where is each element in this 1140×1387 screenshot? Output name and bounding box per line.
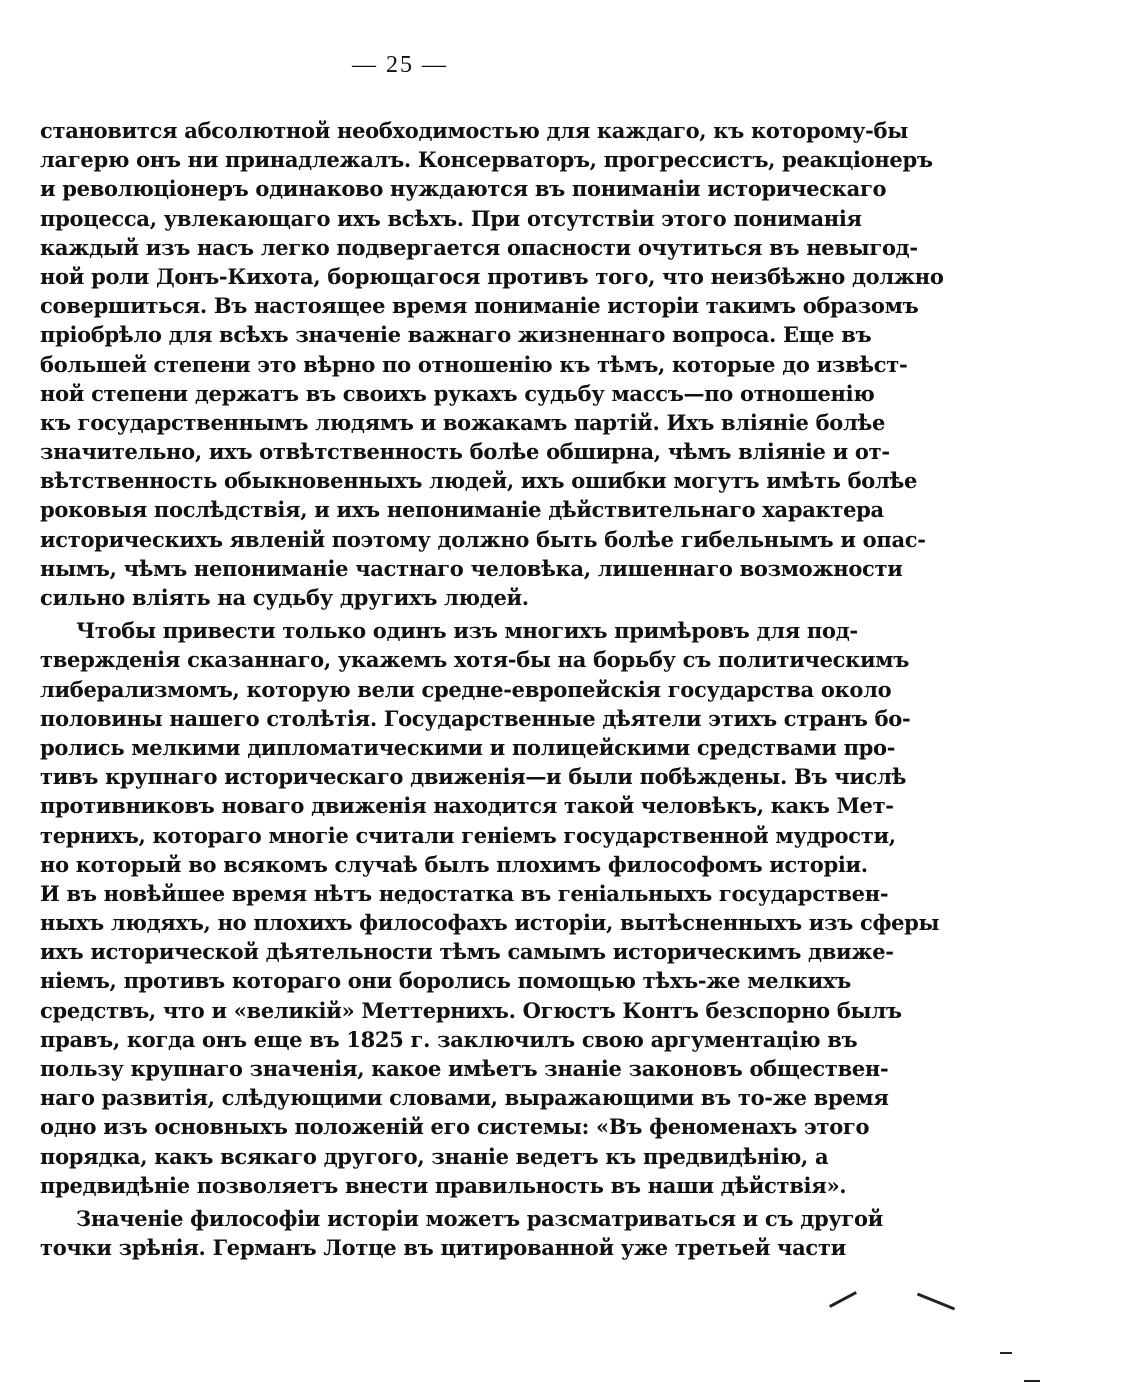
text-line: къ государственнымъ людямъ и вожакамъ партій. Ихъ вліяніе болѣе xyxy=(40,409,886,435)
text-line: становится абсолютной необходимостью для каждаго, къ которому-бы xyxy=(40,118,909,143)
text-line: предвидѣніе позволяетъ внести правильность въ наши дѣйствія». xyxy=(40,1172,847,1198)
text-line: тернихъ, котораго многіе считали геніемъ государственной мудрости, xyxy=(40,822,896,848)
text-line: правъ, когда онъ еще въ 1825 г. заключилъ свою аргументацію въ xyxy=(40,1026,858,1052)
text-line: половины нашего столѣтія. Государственные дѣятели этихъ странъ бо- xyxy=(40,705,911,731)
text-line: ролись мелкими дипломатическими и полицейскими средствами про- xyxy=(40,734,896,760)
text-line: Чтобы привести только одинъ изъ многихъ примѣровъ для под- xyxy=(76,618,858,644)
text-line: средствъ, что и «великій» Меттернихъ. Огюстъ Контъ безспорно былъ xyxy=(40,997,902,1023)
text-line: порядка, какъ всякаго другого, знаніе ведетъ къ предвидѣнію, а xyxy=(40,1143,829,1169)
text-line: нымъ, чѣмъ непониманіе частнаго человѣка, лишеннаго возможности xyxy=(40,555,903,581)
text-line: пріобрѣло для всѣхъ значеніе важнаго жизненнаго вопроса. Еще въ xyxy=(40,322,872,348)
text-line: но который во всякомъ случаѣ былъ плохимъ философомъ исторіи. xyxy=(40,851,868,877)
text-line: большей степени это вѣрно по отношенію къ тѣмъ, которые до извѣст- xyxy=(40,351,908,377)
text-line: противниковъ новаго движенія находится такой человѣкъ, какъ Мет- xyxy=(40,793,894,819)
text-line: ной степени держатъ въ своихъ рукахъ судьбу массъ—по отношенію xyxy=(40,380,875,406)
text-line: твержденія сказаннаго, укажемъ хотя-бы на борьбу съ политическимъ xyxy=(40,647,910,673)
text-line: вѣтственность обыкновенныхъ людей, ихъ ошибки могутъ имѣть болѣе xyxy=(40,468,918,494)
text-line: Значеніе философіи исторіи можетъ разсматриваться и съ другой xyxy=(76,1205,884,1231)
text-line: историческихъ явленій поэтому должно быть болѣе гибельнымъ и опас- xyxy=(40,526,926,552)
text-line: ихъ исторической дѣятельности тѣмъ самымъ историческимъ движе- xyxy=(40,939,894,965)
text-line: ніемъ, противъ котораго они боролись помощью тѣхъ-же мелкихъ xyxy=(40,968,851,994)
scan-mark xyxy=(917,1293,955,1311)
text-line: тивъ крупнаго историческаго движенія—и были побѣждены. Въ числѣ xyxy=(40,764,907,790)
text-line: пользу крупнаго значенія, какое имѣетъ знаніе законовъ обществен- xyxy=(40,1056,889,1081)
text-line: и революціонеръ одинаково нуждаются въ пониманіи историческаго xyxy=(40,176,887,202)
scan-mark xyxy=(1000,1352,1012,1354)
text-line: И въ новѣйшее время нѣтъ недостатка въ геніальныхъ государствен- xyxy=(40,880,889,906)
text-line: совершиться. Въ настоящее время пониманіе исторіи такимъ образомъ xyxy=(40,293,919,319)
scan-mark xyxy=(829,1291,857,1308)
text-line: каждый изъ насъ легко подвергается опасности очутиться въ невыгод- xyxy=(40,234,918,260)
text-line: значительно, ихъ отвѣтственность болѣе обширна, чѣмъ вліяніе и от- xyxy=(40,439,890,465)
text-line: сильно вліять на судьбу другихъ людей. xyxy=(40,585,529,610)
text-line: ной роли Донъ-Кихота, борющагося противъ того, что неизбѣжно должно xyxy=(40,263,944,289)
text-line: лагерю онъ ни принадлежалъ. Консерваторъ, прогрессистъ, реакціонеръ xyxy=(40,147,933,173)
text-line: одно изъ основныхъ положеній его системы: «Въ феноменахъ этого xyxy=(40,1114,870,1140)
text-line: ныхъ людяхъ, но плохихъ философахъ исторіи, вытѣсненныхъ изъ сферы xyxy=(40,910,940,936)
text-line: роковыя послѣдствія, и ихъ непониманіе дѣйствительнаго характера xyxy=(40,497,884,523)
text-line: наго развитія, слѣдующими словами, выражающими въ то-же время xyxy=(40,1085,889,1111)
text-line: процесса, увлекающаго ихъ всѣхъ. При отсутствіи этого пониманія xyxy=(40,205,862,231)
text-line: либерализмомъ, которую вели средне-европейскія государства около xyxy=(40,676,892,702)
scan-mark xyxy=(1024,1380,1040,1382)
body-text xyxy=(40,116,944,1262)
text-line: точки зрѣнія. Германъ Лотце въ цитированной уже третьей части xyxy=(40,1235,846,1261)
page-number: — 25 — xyxy=(352,52,448,78)
